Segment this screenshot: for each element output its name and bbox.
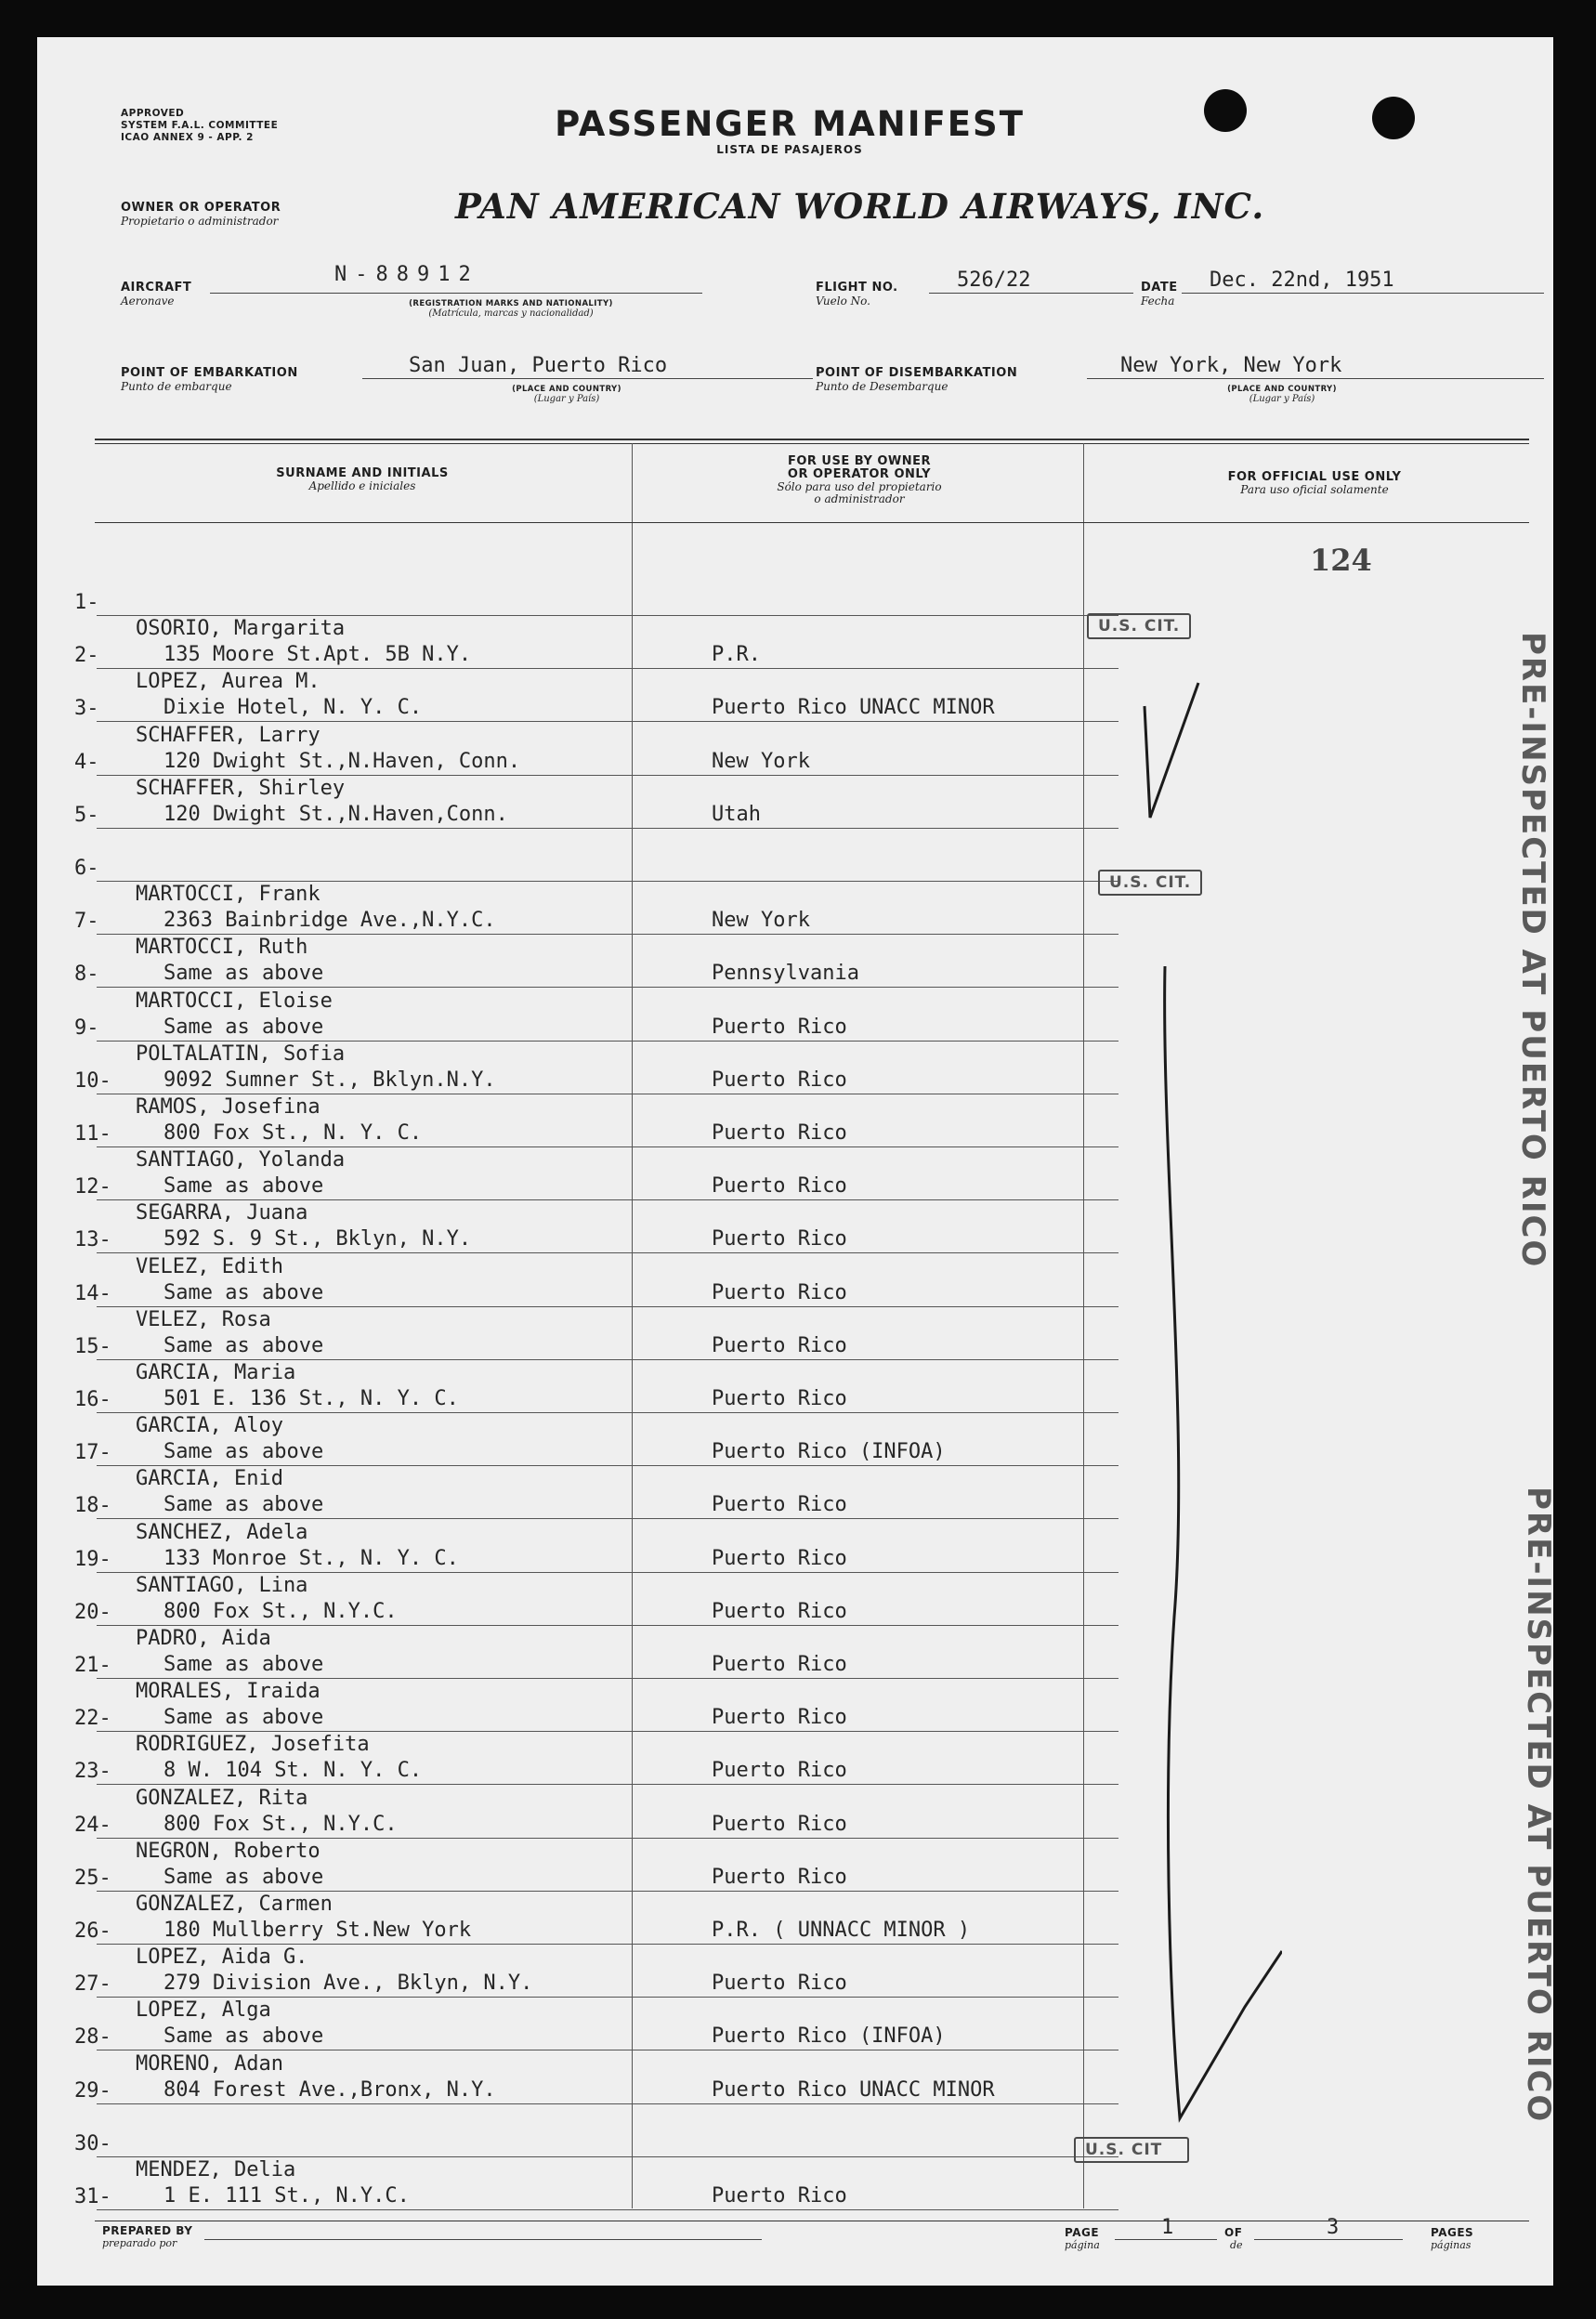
row-number: 12- — [74, 1175, 111, 1199]
passenger-address: 8 W. 104 St. N. Y. C. — [164, 1759, 423, 1782]
preinspected-stamp: PRE-INSPECTED AT PUERTO RICO — [1520, 1487, 1557, 2124]
row-number: 9- — [74, 1016, 99, 1040]
passenger-destination: P.R. ( UNNACC MINOR ) — [712, 1919, 971, 1942]
row-line — [97, 1944, 1119, 1945]
row-number: 22- — [74, 1707, 111, 1730]
of-label-es: de — [1230, 2239, 1243, 2251]
passenger-address: Same as above — [164, 1440, 324, 1463]
passenger-destination: Pennsylvania — [712, 962, 859, 985]
passenger-destination: Puerto Rico — [712, 1547, 847, 1570]
row-line — [97, 2156, 1119, 2157]
passenger-destination: Puerto Rico — [712, 1493, 847, 1516]
passenger-address: 120 Dwight St.,N.Haven,Conn. — [164, 803, 508, 826]
page-number: 1 — [1161, 2216, 1174, 2239]
row-line — [97, 1997, 1119, 1998]
approval-line: ICAO ANNEX 9 - APP. 2 — [121, 132, 254, 143]
row-number: 28- — [74, 2025, 111, 2049]
passenger-destination: Puerto Rico UNACC MINOR — [712, 2078, 995, 2102]
punch-hole — [1372, 97, 1415, 139]
row-line — [97, 987, 1119, 988]
row-number: 24- — [74, 1814, 111, 1837]
owner-label: OWNER OR OPERATOR — [121, 201, 281, 215]
passenger-count: 124 — [1310, 543, 1372, 578]
row-line — [97, 1252, 1119, 1253]
col-header-official — [1096, 470, 1533, 496]
passenger-destination: Puerto Rico — [712, 1068, 847, 1092]
passenger-name: MENDEZ, Delia — [136, 2158, 296, 2181]
passenger-destination: Puerto Rico — [712, 1334, 847, 1357]
passenger-destination: Puerto Rico — [712, 1600, 847, 1623]
passenger-destination: Puerto Rico — [712, 1653, 847, 1676]
passenger-address: 804 Forest Ave.,Bronx, N.Y. — [164, 2078, 496, 2102]
passenger-address: 9092 Sumner St., Bklyn.N.Y. — [164, 1068, 496, 1092]
inspection-checkmarks — [1059, 595, 1282, 2174]
passenger-name: VELEZ, Edith — [136, 1255, 283, 1278]
col-header-official-label-es: Para uso oficial solamente — [1240, 483, 1389, 496]
passenger-address: Same as above — [164, 1015, 324, 1039]
passenger-name: GONZALEZ, Carmen — [136, 1893, 333, 1916]
passenger-name: VELEZ, Rosa — [136, 1308, 271, 1331]
passenger-address: 120 Dwight St.,N.Haven, Conn. — [164, 750, 521, 773]
row-number: 13- — [74, 1228, 111, 1251]
page-label-es: página — [1065, 2239, 1100, 2251]
page-title-es: LISTA DE PASAJEROS — [716, 143, 863, 156]
passenger-destination: Puerto Rico — [712, 1227, 847, 1251]
date-label-es: Fecha — [1141, 295, 1175, 308]
row-line — [97, 775, 1119, 776]
passenger-address: 180 Mullberry St.New York — [164, 1919, 472, 1942]
flight-value: 526/22 — [957, 269, 1031, 292]
row-number: 20- — [74, 1601, 111, 1624]
row-line — [97, 615, 1119, 616]
date-label: DATE — [1141, 281, 1178, 295]
passenger-address: 135 Moore St.Apt. 5B N.Y. — [164, 643, 472, 666]
embark-label: POINT OF EMBARKATION — [121, 366, 298, 380]
passenger-address: 592 S. 9 St., Bklyn, N.Y. — [164, 1227, 472, 1251]
passenger-name: SCHAFFER, Larry — [136, 724, 321, 747]
row-number: 31- — [74, 2185, 111, 2208]
passenger-destination: Puerto Rico — [712, 1015, 847, 1039]
disembark-value: New York, New York — [1120, 354, 1342, 377]
passenger-destination: New York — [712, 909, 810, 932]
row-number: 17- — [74, 1441, 111, 1464]
passenger-destination: Puerto Rico UNACC MINOR — [712, 696, 995, 719]
passenger-name: GONZALEZ, Rita — [136, 1787, 308, 1810]
flight-label-es: Vuelo No. — [816, 295, 870, 308]
punch-hole — [1204, 89, 1247, 132]
pages-label: PAGES — [1431, 2226, 1474, 2239]
passenger-name: SANTIAGO, Yolanda — [136, 1148, 346, 1172]
passenger-name: SEGARRA, Juana — [136, 1201, 308, 1225]
passenger-name: NEGRON, Roberto — [136, 1840, 321, 1863]
passenger-address: Dixie Hotel, N. Y. C. — [164, 696, 423, 719]
row-line — [97, 1838, 1119, 1839]
col-header-surname-label-es: Apellido e iniciales — [308, 479, 416, 492]
passenger-destination: New York — [712, 750, 810, 773]
disembark-field-line — [1087, 378, 1544, 379]
manifest-sheet — [37, 37, 1557, 2286]
passenger-name: LOPEZ, Aurea M. — [136, 670, 321, 693]
passenger-destination: Puerto Rico — [712, 1866, 847, 1889]
passenger-name: OSORIO, Margarita — [136, 617, 346, 640]
approval-note — [121, 108, 278, 144]
row-number: 4- — [74, 751, 99, 774]
prepared-by-line — [204, 2239, 762, 2240]
passenger-destination: Puerto Rico — [712, 1174, 847, 1198]
passenger-address: 501 E. 136 St., N. Y. C. — [164, 1387, 459, 1410]
row-number: 16- — [74, 1388, 111, 1411]
passenger-name: RODRIGUEZ, Josefita — [136, 1733, 370, 1756]
flight-field-line — [929, 293, 1133, 294]
row-line — [97, 1678, 1119, 1679]
row-line — [97, 1306, 1119, 1307]
row-line — [97, 828, 1119, 829]
passenger-name: MARTOCCI, Eloise — [136, 989, 333, 1013]
page-label: PAGE — [1065, 2226, 1100, 2239]
row-number: 29- — [74, 2079, 111, 2103]
embark-label-es: Punto de embarque — [121, 380, 232, 393]
passenger-destination: Puerto Rico — [712, 1281, 847, 1304]
row-number: 23- — [74, 1760, 111, 1783]
row-line — [97, 2103, 1119, 2104]
row-line — [97, 1891, 1119, 1892]
row-number: 30- — [74, 2132, 111, 2155]
passenger-destination: Puerto Rico (INFOA) — [712, 1440, 946, 1463]
passenger-name: LOPEZ, Alga — [136, 1998, 271, 2022]
row-line — [97, 881, 1119, 882]
row-number: 3- — [74, 697, 99, 720]
table-top-rule — [95, 443, 1529, 444]
row-number: 19- — [74, 1548, 111, 1571]
date-field-line — [1182, 293, 1544, 294]
passenger-destination: Puerto Rico — [712, 1121, 847, 1145]
row-line — [97, 1041, 1119, 1042]
passenger-destination: Utah — [712, 803, 761, 826]
passenger-name: GARCIA, Aloy — [136, 1414, 283, 1437]
row-number: 7- — [74, 910, 99, 933]
row-line — [97, 1572, 1119, 1573]
row-line — [97, 1359, 1119, 1360]
passenger-name: LOPEZ, Aida G. — [136, 1946, 308, 1969]
row-number: 26- — [74, 1919, 111, 1943]
passenger-address: Same as above — [164, 1706, 324, 1729]
passenger-name: POLTALATIN, Sofia — [136, 1042, 346, 1066]
of-line — [1254, 2239, 1403, 2240]
passenger-address: Same as above — [164, 1334, 324, 1357]
col-header-operator — [650, 455, 1068, 505]
row-line — [97, 1625, 1119, 1626]
passenger-address: 800 Fox St., N. Y. C. — [164, 1121, 423, 1145]
column-header-rule — [95, 522, 1529, 523]
passenger-name: SANTIAGO, Lina — [136, 1574, 308, 1597]
disembark-label-es: Punto de Desembarque — [816, 380, 948, 393]
embark-place-hint: (PLACE AND COUNTRY) — [512, 385, 621, 394]
passenger-name: MORALES, Iraida — [136, 1680, 321, 1703]
col-header-operator-line: OR OPERATOR ONLY — [787, 467, 932, 481]
row-line — [97, 1199, 1119, 1200]
aircraft-value: N-88912 — [334, 263, 479, 286]
row-line — [97, 1518, 1119, 1519]
row-line — [97, 1731, 1119, 1732]
row-number: 21- — [74, 1654, 111, 1677]
page-title: PASSENGER MANIFEST — [555, 104, 1025, 144]
us-citizen-stamp: U.S. CIT. — [1087, 613, 1191, 639]
disembark-label: POINT OF DISEMBARKATION — [816, 366, 1018, 380]
embark-value: San Juan, Puerto Rico — [409, 354, 668, 377]
passenger-address: 800 Fox St., N.Y.C. — [164, 1600, 398, 1623]
col-header-operator-line: FOR USE BY OWNER — [787, 454, 932, 468]
passenger-address: 133 Monroe St., N. Y. C. — [164, 1547, 459, 1570]
passenger-destination: P.R. — [712, 643, 761, 666]
row-number: 11- — [74, 1122, 111, 1146]
flight-label: FLIGHT NO. — [816, 281, 898, 295]
row-number: 2- — [74, 644, 99, 667]
embark-field-line — [362, 378, 813, 379]
col-header-operator-es: o administrador — [814, 492, 905, 505]
pages-label-es: páginas — [1431, 2239, 1472, 2251]
row-line — [97, 1146, 1119, 1147]
col-header-surname — [130, 466, 595, 492]
preinspected-stamp: PRE-INSPECTED AT PUERTO RICO — [1514, 632, 1551, 1269]
date-value: Dec. 22nd, 1951 — [1210, 269, 1394, 292]
us-citizen-stamp-partial: U.S. CIT — [1074, 2137, 1189, 2163]
row-line — [97, 668, 1119, 669]
passenger-name: GARCIA, Enid — [136, 1467, 283, 1490]
check-line — [1165, 966, 1282, 2118]
aircraft-label: AIRCRAFT — [121, 281, 192, 295]
row-line — [97, 1412, 1119, 1413]
passenger-address: 800 Fox St., N.Y.C. — [164, 1813, 398, 1836]
row-number: 15- — [74, 1335, 111, 1358]
owner-label-es: Propietario o administrador — [121, 215, 279, 228]
passenger-address: Same as above — [164, 1866, 324, 1889]
aircraft-hint: (REGISTRATION MARKS AND NATIONALITY) — [409, 299, 613, 308]
embark-place-hint-es: (Lugar y País) — [533, 394, 600, 404]
row-line — [97, 721, 1119, 722]
passenger-name: RAMOS, Josefina — [136, 1095, 321, 1119]
disembark-place-hint-es: (Lugar y País) — [1249, 394, 1315, 404]
page-line — [1115, 2239, 1217, 2240]
passenger-address: Same as above — [164, 1281, 324, 1304]
row-line — [97, 1784, 1119, 1785]
col-header-operator-es: Sólo para uso del propietario — [777, 480, 942, 493]
passenger-address: Same as above — [164, 962, 324, 985]
col-header-official-label: FOR OFFICIAL USE ONLY — [1227, 470, 1402, 484]
passenger-address: 1 E. 111 St., N.Y.C. — [164, 2184, 410, 2208]
total-pages: 3 — [1327, 2216, 1340, 2239]
passenger-destination: Puerto Rico — [712, 1706, 847, 1729]
passenger-destination: Puerto Rico — [712, 1759, 847, 1782]
row-number: 25- — [74, 1867, 111, 1890]
passenger-name: PADRO, Aida — [136, 1627, 271, 1650]
row-line — [97, 1465, 1119, 1466]
col-header-surname-label: SURNAME AND INITIALS — [276, 466, 449, 480]
check-mark — [1145, 683, 1198, 818]
passenger-destination: Puerto Rico — [712, 1813, 847, 1836]
us-citizen-stamp: U.S. CIT. — [1098, 870, 1202, 896]
row-number: 18- — [74, 1494, 111, 1517]
prepared-by-label-es: preparado por — [102, 2237, 177, 2249]
passenger-name: SCHAFFER, Shirley — [136, 777, 346, 800]
row-number: 6- — [74, 857, 99, 880]
row-line — [97, 2209, 1119, 2210]
passenger-address: Same as above — [164, 1493, 324, 1516]
passenger-destination: Puerto Rico — [712, 2184, 847, 2208]
passenger-name: GARCIA, Maria — [136, 1361, 296, 1384]
row-number: 14- — [74, 1282, 111, 1305]
passenger-address: Same as above — [164, 2024, 324, 2048]
row-number: 5- — [74, 804, 99, 827]
aircraft-field-line — [210, 293, 702, 294]
passenger-name: MARTOCCI, Frank — [136, 883, 321, 906]
passenger-address: 2363 Bainbridge Ave.,N.Y.C. — [164, 909, 496, 932]
passenger-name: MORENO, Adan — [136, 2052, 283, 2076]
aircraft-label-es: Aeronave — [121, 295, 175, 308]
passenger-destination: Puerto Rico (INFOA) — [712, 2024, 946, 2048]
passenger-address: Same as above — [164, 1653, 324, 1676]
approval-line: APPROVED — [121, 108, 185, 119]
disembark-place-hint: (PLACE AND COUNTRY) — [1227, 385, 1337, 394]
aircraft-hint-es: (Matrícula, marcas y nacionalidad) — [428, 308, 594, 319]
passenger-destination: Puerto Rico — [712, 1387, 847, 1410]
passenger-name: SANCHEZ, Adela — [136, 1521, 308, 1544]
row-number: 27- — [74, 1972, 111, 1996]
of-label: OF — [1224, 2226, 1243, 2239]
prepared-by-label-pos: PREPARED BY — [102, 2224, 193, 2237]
passenger-destination: Puerto Rico — [712, 1972, 847, 1995]
row-number: 1- — [74, 591, 99, 614]
passenger-name: MARTOCCI, Ruth — [136, 936, 308, 959]
passenger-address: Same as above — [164, 1174, 324, 1198]
passenger-address: 279 Division Ave., Bklyn, N.Y. — [164, 1972, 533, 1995]
row-number: 8- — [74, 963, 99, 986]
operator-name: PAN AMERICAN WORLD AIRWAYS, INC. — [455, 186, 1265, 227]
table-top-rule — [95, 439, 1529, 440]
approval-line: SYSTEM F.A.L. COMMITTEE — [121, 120, 279, 131]
row-line — [97, 934, 1119, 935]
row-number: 10- — [74, 1069, 111, 1093]
